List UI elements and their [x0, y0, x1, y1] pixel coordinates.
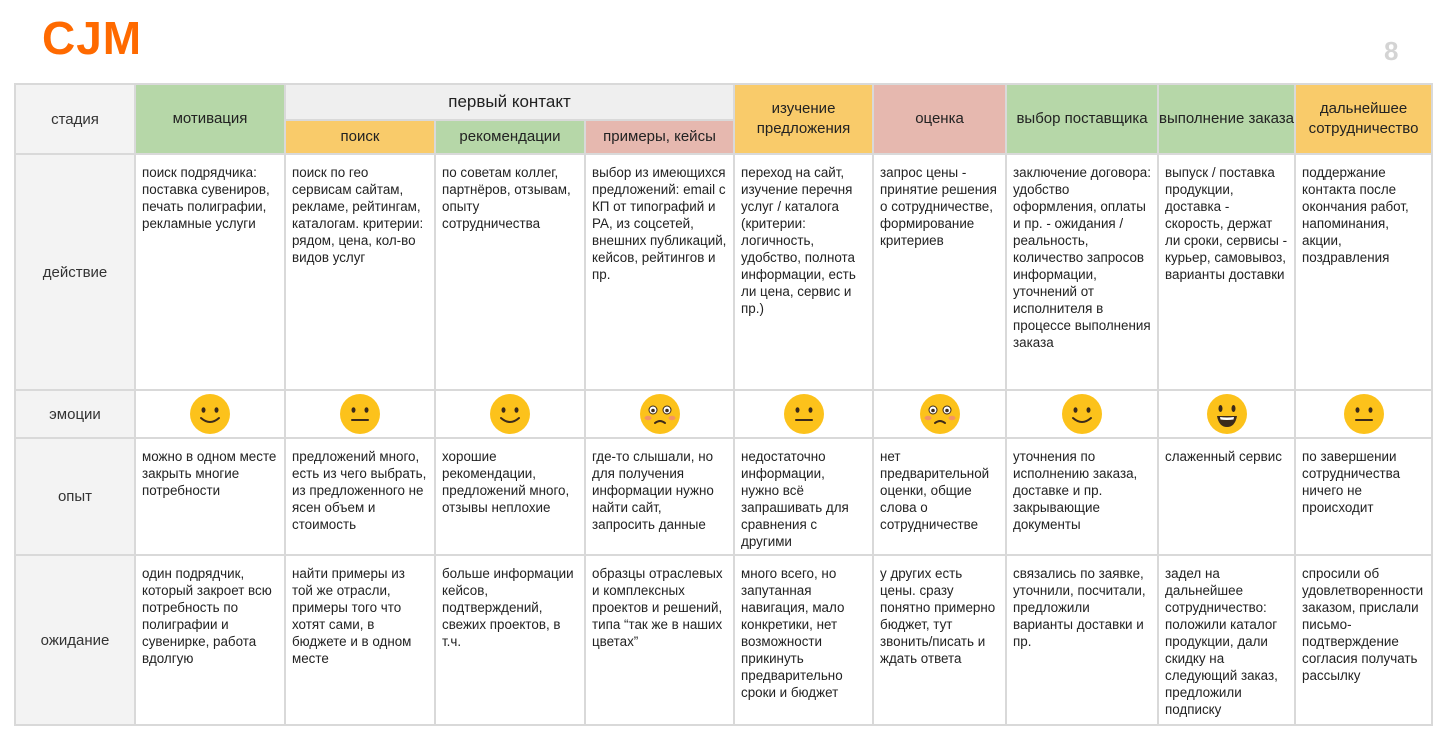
experience-cell: уточнения по исполнению заказа, доставке и пр. закрывающие документы [1006, 438, 1158, 555]
action-cell: переход на сайт, изучение перечня услуг / каталога (критерии: логичность, удобство, полнота информации, есть ли цена, сервис и пр.) [734, 154, 873, 390]
experience-cell: хорошие рекомендации, предложений много, отзывы неплохие [435, 438, 585, 555]
smile-face-icon [488, 392, 532, 436]
emotion-cell [435, 390, 585, 438]
action-cell: заключение договора: удобство оформления, оплаты и пр. - ожидания / реальность, количество запросов информации, уточнений от исполнителя в процессе выполнения заказа [1006, 154, 1158, 390]
row-header-emotions: эмоции [15, 390, 135, 438]
stage-search: поиск [285, 120, 435, 154]
stage-examples-cases: примеры, кейсы [585, 120, 734, 154]
experience-cell: где-то слышали, но для получения информации нужно найти сайт, запросить данные [585, 438, 734, 555]
expectation-cell: спросили об удовлетворенности заказом, прислали письмо-подтверждение согласия получать рассылку [1295, 555, 1432, 725]
stage-study-offer: изучение предложения [734, 84, 873, 154]
expectation-cell: больше информации кейсов, подтверждений, свежих проектов, в т.ч. [435, 555, 585, 725]
emotion-cell [1006, 390, 1158, 438]
cjm-table [14, 83, 1433, 726]
smile-face-icon [1060, 392, 1104, 436]
action-cell: запрос цены - принятие решения о сотрудничестве, формирование критериев [873, 154, 1006, 390]
experience-cell: недостаточно информации, нужно всё запрашивать для сравнения с другими [734, 438, 873, 555]
expectation-cell: один подрядчик, который закроет всю потребность по полиграфии и сувенирке, работа вдолгую [135, 555, 285, 725]
stage-evaluation: оценка [873, 84, 1006, 154]
experience-cell: нет предварительной оценки, общие слова о сотрудничестве [873, 438, 1006, 555]
action-cell: выбор из имеющихся предложений: email с КП от типографий и РА, из соцсетей, внешних публикаций, кейсов, рейтингов и пр. [585, 154, 734, 390]
expectation-cell: связались по заявке, уточнили, посчитали, предложили варианты доставки и пр. [1006, 555, 1158, 725]
stage-motivation: мотивация [135, 84, 285, 154]
expectation-cell: образцы отраслевых и комплексных проектов и решений, типа “так же в наших цветах” [585, 555, 734, 725]
emotion-cell [1295, 390, 1432, 438]
emotion-cell [285, 390, 435, 438]
row-header-action: действие [15, 154, 135, 390]
action-cell: выпуск / поставка продукции, доставка - скорость, держат ли сроки, сервисы - курьер, самовывоз, варианты доставки [1158, 154, 1295, 390]
emotion-cell [873, 390, 1006, 438]
action-cell: поиск по гео сервисам сайтам, рекламе, рейтингам, каталогам. критерии: рядом, цена, кол-во видов услуг [285, 154, 435, 390]
row-header-stage: стадия [15, 84, 135, 154]
expectation-cell: у других есть цены. сразу понятно примерно бюджет, тут звонить/писать и ждать ответа [873, 555, 1006, 725]
experience-cell: можно в одном месте закрыть многие потребности [135, 438, 285, 555]
neutral-face-icon [782, 392, 826, 436]
expectation-cell: задел на дальнейшее сотрудничество: положили каталог продукции, дали скидку на следующий заказ, предложили подписку [1158, 555, 1295, 725]
neutral-face-icon [338, 392, 382, 436]
row-header-expectation: ожидание [15, 555, 135, 725]
stage-recommendations: рекомендации [435, 120, 585, 154]
action-cell: поиск подрядчика: поставка сувениров, печать полиграфии, рекламные услуги [135, 154, 285, 390]
emotion-cell [1158, 390, 1295, 438]
emotion-cell [585, 390, 734, 438]
emotion-cell [135, 390, 285, 438]
worried-face-icon [918, 392, 962, 436]
stage-group-first-contact: первый контакт [285, 84, 734, 120]
experience-cell: по завершении сотрудничества ничего не происходит [1295, 438, 1432, 555]
experience-cell: слаженный сервис [1158, 438, 1295, 555]
neutral-face-icon [1342, 392, 1386, 436]
action-cell: по советам коллег, партнёров, отзывам, опыту сотрудничества [435, 154, 585, 390]
stage-supplier-choice: выбор поставщика [1006, 84, 1158, 154]
worried-face-icon [638, 392, 682, 436]
action-cell: поддержание контакта после окончания работ, напоминания, акции, поздравления [1295, 154, 1432, 390]
emotion-cell [734, 390, 873, 438]
grin-face-icon [1205, 392, 1249, 436]
stage-order-execution: выполнение заказа [1158, 84, 1295, 154]
experience-cell: предложений много, есть из чего выбрать, из предложенного не ясен объем и стоимость [285, 438, 435, 555]
smile-face-icon [188, 392, 232, 436]
expectation-cell: найти примеры из той же отрасли, примеры того что хотят сами, в бюджете и в одном месте [285, 555, 435, 725]
stage-further-cooperation: дальнейшее сотрудничество [1295, 84, 1432, 154]
expectation-cell: много всего, но запутанная навигация, мало конкретики, нет возможности прикинуть предварительно сроки и бюджет [734, 555, 873, 725]
logo: CJM [42, 12, 143, 64]
row-header-experience: опыт [15, 438, 135, 555]
page-number: 8 [1384, 36, 1399, 66]
